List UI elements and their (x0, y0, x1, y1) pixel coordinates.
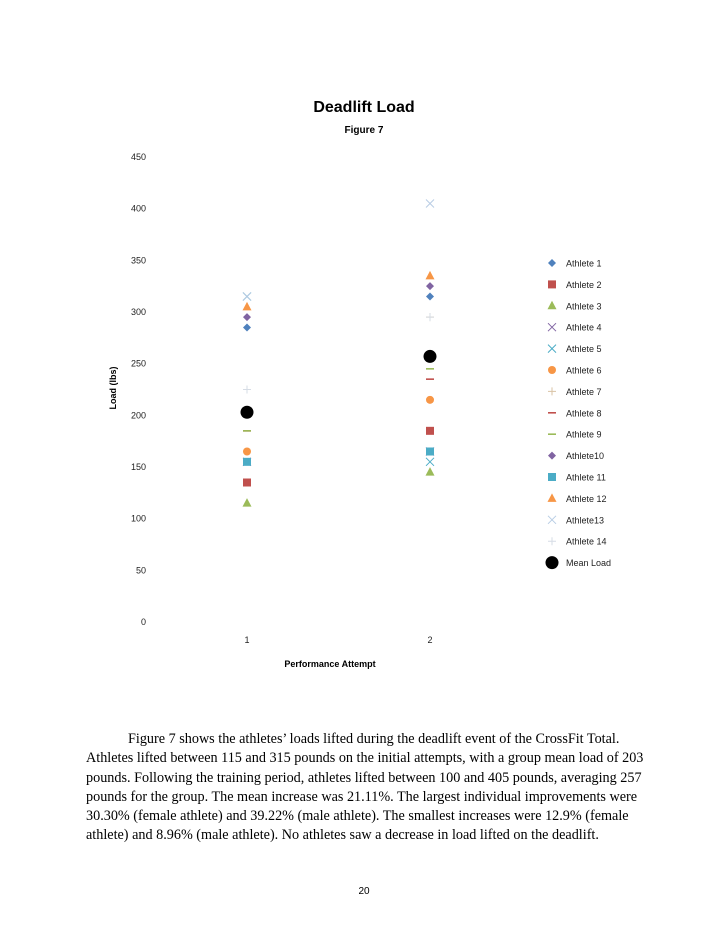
legend-marker-athlete10 (548, 452, 556, 460)
y-tick-label: 0 (140, 617, 146, 627)
data-points (241, 200, 437, 507)
legend-marker-athlete13 (548, 516, 556, 524)
legend-label-athlete-7: Athlete 7 (566, 386, 602, 397)
point-athlete-1 (243, 324, 251, 332)
point-athlete-12 (243, 302, 252, 311)
y-axis-label: Load (lbs) (108, 366, 118, 410)
point-athlete-5 (426, 458, 434, 466)
chart-title: Deadlift Load (313, 99, 415, 116)
y-tick-label: 450 (130, 152, 146, 162)
legend-marker-athlete-3 (548, 301, 557, 310)
point-athlete-6 (426, 396, 434, 404)
legend-label-athlete-8: Athlete 8 (566, 408, 602, 419)
legend-label-athlete-5: Athlete 5 (566, 344, 602, 355)
point-mean-load (241, 406, 254, 419)
legend-label-mean-load: Mean Load (566, 558, 612, 569)
point-athlete-3 (426, 467, 435, 476)
body-text (86, 730, 646, 846)
y-axis-ticks (131, 152, 146, 627)
point-athlete10 (243, 313, 251, 321)
legend-label-athlete-11: Athlete 11 (566, 472, 606, 483)
point-athlete-3 (243, 498, 252, 507)
chart-subtitle: Figure 7 (344, 125, 384, 136)
point-athlete10 (426, 282, 434, 290)
legend-label-athlete-9: Athlete 9 (566, 429, 602, 440)
y-tick-label: 50 (135, 565, 146, 576)
legend-label-athlete-6: Athlete 6 (566, 365, 602, 376)
point-athlete-14 (426, 313, 434, 321)
point-athlete-2 (243, 479, 251, 487)
x-tick-label: 1 (244, 635, 250, 645)
legend-marker-athlete-12 (548, 493, 557, 502)
legend-marker-athlete-14 (548, 537, 556, 545)
y-tick-label: 150 (130, 462, 146, 472)
legend-marker-mean-load (546, 556, 559, 569)
page-number: 20 (358, 886, 370, 897)
point-athlete-12 (426, 271, 435, 280)
point-athlete13 (243, 293, 251, 301)
point-athlete-2 (426, 427, 434, 435)
legend-label-athlete-2: Athlete 2 (566, 279, 602, 290)
point-athlete-6 (243, 448, 251, 456)
body-paragraph: Figure 7 shows the athletes’ loads lifted during the deadlift event of the CrossFit Total. Athletes lifted between 115 and 315 pounds on the initial attempts, with a group mean load of 203 pounds. Following the training period, athletes lifted between 100 and 405 pounds, averaging 257 pounds for the group. The mean increase was 21.11%. The largest individual improvements were 30.30% (female athlete) and 39.22% (male athlete). The smallest increases were 12.9% (female athlete) and 8.96% (male athlete). No athletes saw a decrease in load lifted on the deadlift. (86, 731, 644, 844)
legend-label-athlete-1: Athlete 1 (566, 258, 602, 269)
y-tick-label: 350 (130, 255, 146, 266)
point-athlete-1 (426, 293, 434, 301)
y-tick-label: 400 (130, 203, 146, 214)
legend (546, 259, 612, 570)
point-athlete13 (426, 200, 434, 208)
legend-label-athlete10: Athlete10 (566, 451, 605, 462)
legend-marker-athlete-6 (548, 366, 556, 374)
legend-marker-athlete-1 (548, 259, 556, 267)
point-athlete-14 (243, 386, 251, 394)
x-axis-ticks (244, 635, 432, 645)
legend-label-athlete13: Athlete13 (566, 515, 605, 526)
legend-label-athlete-4: Athlete 4 (566, 322, 602, 333)
legend-label-athlete-14: Athlete 14 (566, 536, 607, 547)
legend-marker-athlete-2 (548, 280, 556, 288)
y-tick-label: 200 (130, 410, 146, 421)
legend-marker-athlete-4 (548, 323, 556, 331)
x-axis-label: Performance Attempt (284, 659, 376, 669)
legend-marker-athlete-7 (548, 387, 556, 395)
point-athlete-11 (243, 458, 251, 466)
y-tick-label: 100 (130, 513, 146, 524)
legend-marker-athlete-5 (548, 345, 556, 353)
x-tick-label: 2 (427, 635, 433, 645)
legend-marker-athlete-11 (548, 473, 556, 481)
point-mean-load (424, 350, 437, 363)
y-tick-label: 250 (130, 358, 146, 369)
legend-label-athlete-3: Athlete 3 (566, 301, 602, 312)
y-tick-label: 300 (130, 307, 146, 317)
legend-label-athlete-12: Athlete 12 (566, 493, 607, 504)
point-athlete-11 (426, 448, 434, 456)
